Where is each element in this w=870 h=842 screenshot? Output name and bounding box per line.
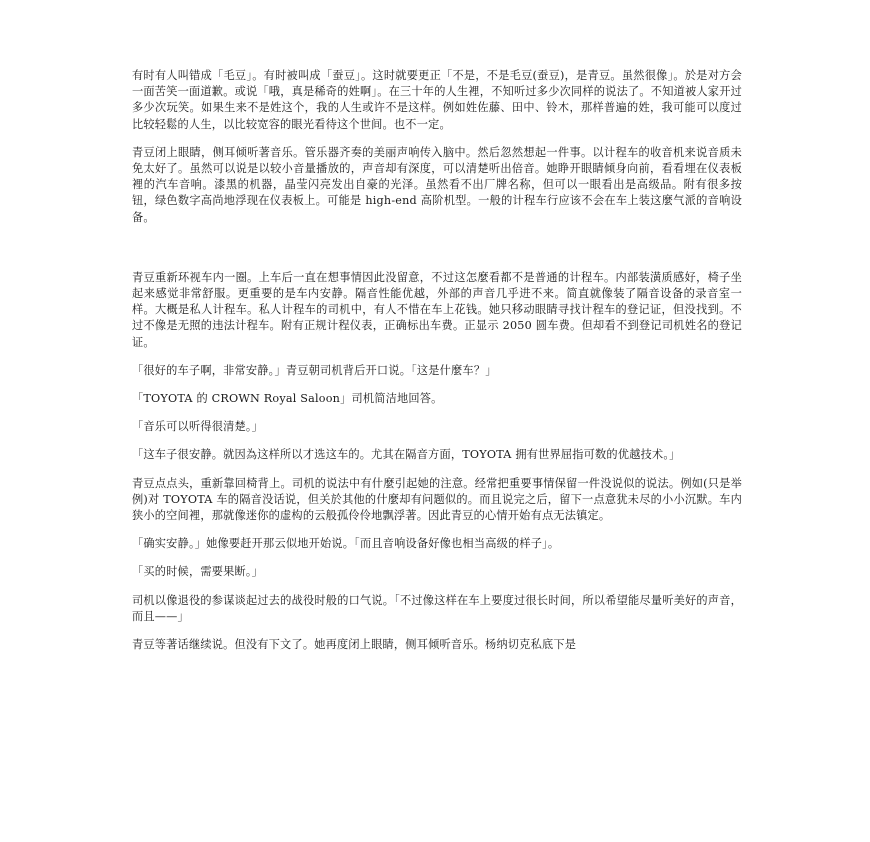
paragraph: 司机以像退役的参谋谈起过去的战役时般的口气说。「不过像这样在车上要度过很长时间，所以希望能尽量听美好的声音，而且——」 — [132, 593, 742, 623]
paragraph: 「音乐可以听得很清楚。」 — [132, 420, 264, 434]
paragraph: 「确实安静。」她像要赶开那云似地开始说。「而且音响设备好像也相当高级的样子」。 — [132, 537, 560, 551]
document-page — [132, 68, 742, 665]
paragraph: 「很好的车子啊，非常安静。」青豆朝司机背后开口说。「这是什麼车？」 — [132, 363, 497, 377]
paragraph: 青豆点点头，重新靠回椅背上。司机的说法中有什麼引起她的注意。经常把重要事情保留一件没说似的说法。例如(只是举例)对 TOYOTA 车的隔音没话说，但关於其他的什麼却有问题似的。而且说完之后，留下一点意犹未尽的小小沉默。车内狭小的空间裡，那就像迷你的虚构的云般孤伶伶地飘浮著。因此青豆的心情开始有点无法镇定。 — [132, 476, 742, 523]
paragraph: 青豆闭上眼睛，侧耳倾听著音乐。管乐器齐奏的美丽声响传入脑中。然后忽然想起一件事。以计程车的收音机来说音质未免太好了。虽然可以说是以较小音量播放的，声音却有深度，可以清楚听出倍音。她睁开眼睛倾身向前，看看埋在仪表板裡的汽车音响。漆黑的机器，晶莹闪亮发出自豪的光泽。虽然看不出厂牌名称，但可以一眼看出是高级品。附有很多按钮，绿色数字高尚地浮现在仪表板上。可能是 high-end 高阶机型。一般的计程车行应该不会在车上装这麼气派的音响设备。 — [132, 145, 742, 224]
paragraph: 青豆重新环视车内一圈。上车后一直在想事情因此没留意，不过这怎麼看都不是普通的计程车。内部装潢质感好，椅子坐起来感觉非常舒服。更重要的是车内安静。隔音性能优越，外部的声音几乎进不来。简直就像装了隔音设备的录音室一样。大概是私人计程车。私人计程车的司机中，有人不惜在车上花钱。她只移动眼睛寻找计程车的登记证，但没找到。不过不像是无照的违法计程车。附有正规计程仪表，正确标出车费。正显示 2050 圆车费。但却看不到登记司机姓名的登记证。 — [132, 270, 742, 349]
paragraph: 「TOYOTA 的 CROWN Royal Saloon」司机简洁地回答。 — [132, 392, 443, 406]
paragraph: 「买的时候，需要果断。」 — [132, 565, 264, 579]
paragraph: 青豆等著话继续说。但没有下文了。她再度闭上眼睛，侧耳倾听音乐。杨纳切克私底下是 — [132, 638, 577, 652]
paragraph: 有时有人叫错成「毛豆」。有时被叫成「蚕豆」。这时就要更正「不是，不是毛豆(蚕豆)，是青豆。虽然很像」。於是对方会一面苦笑一面道歉。或说「哦，真是稀奇的姓啊」。在三十年的人生裡，不知听过多少次同样的说法了。不知道被人家开过多少次玩笑。如果生来不是姓这个，我的人生或许不是这样。例如姓佐藤、田中、铃木，那样普遍的姓，我可能可以度过比较轻鬆的人生，以比较宽容的眼光看待这个世间。也不一定。 — [132, 69, 742, 131]
paragraph: 「这车子很安静。就因為这样所以才选这车的。尤其在隔音方面，TOYOTA 拥有世界屈指可数的优越技术。」 — [132, 448, 681, 462]
section-gap — [132, 238, 742, 270]
